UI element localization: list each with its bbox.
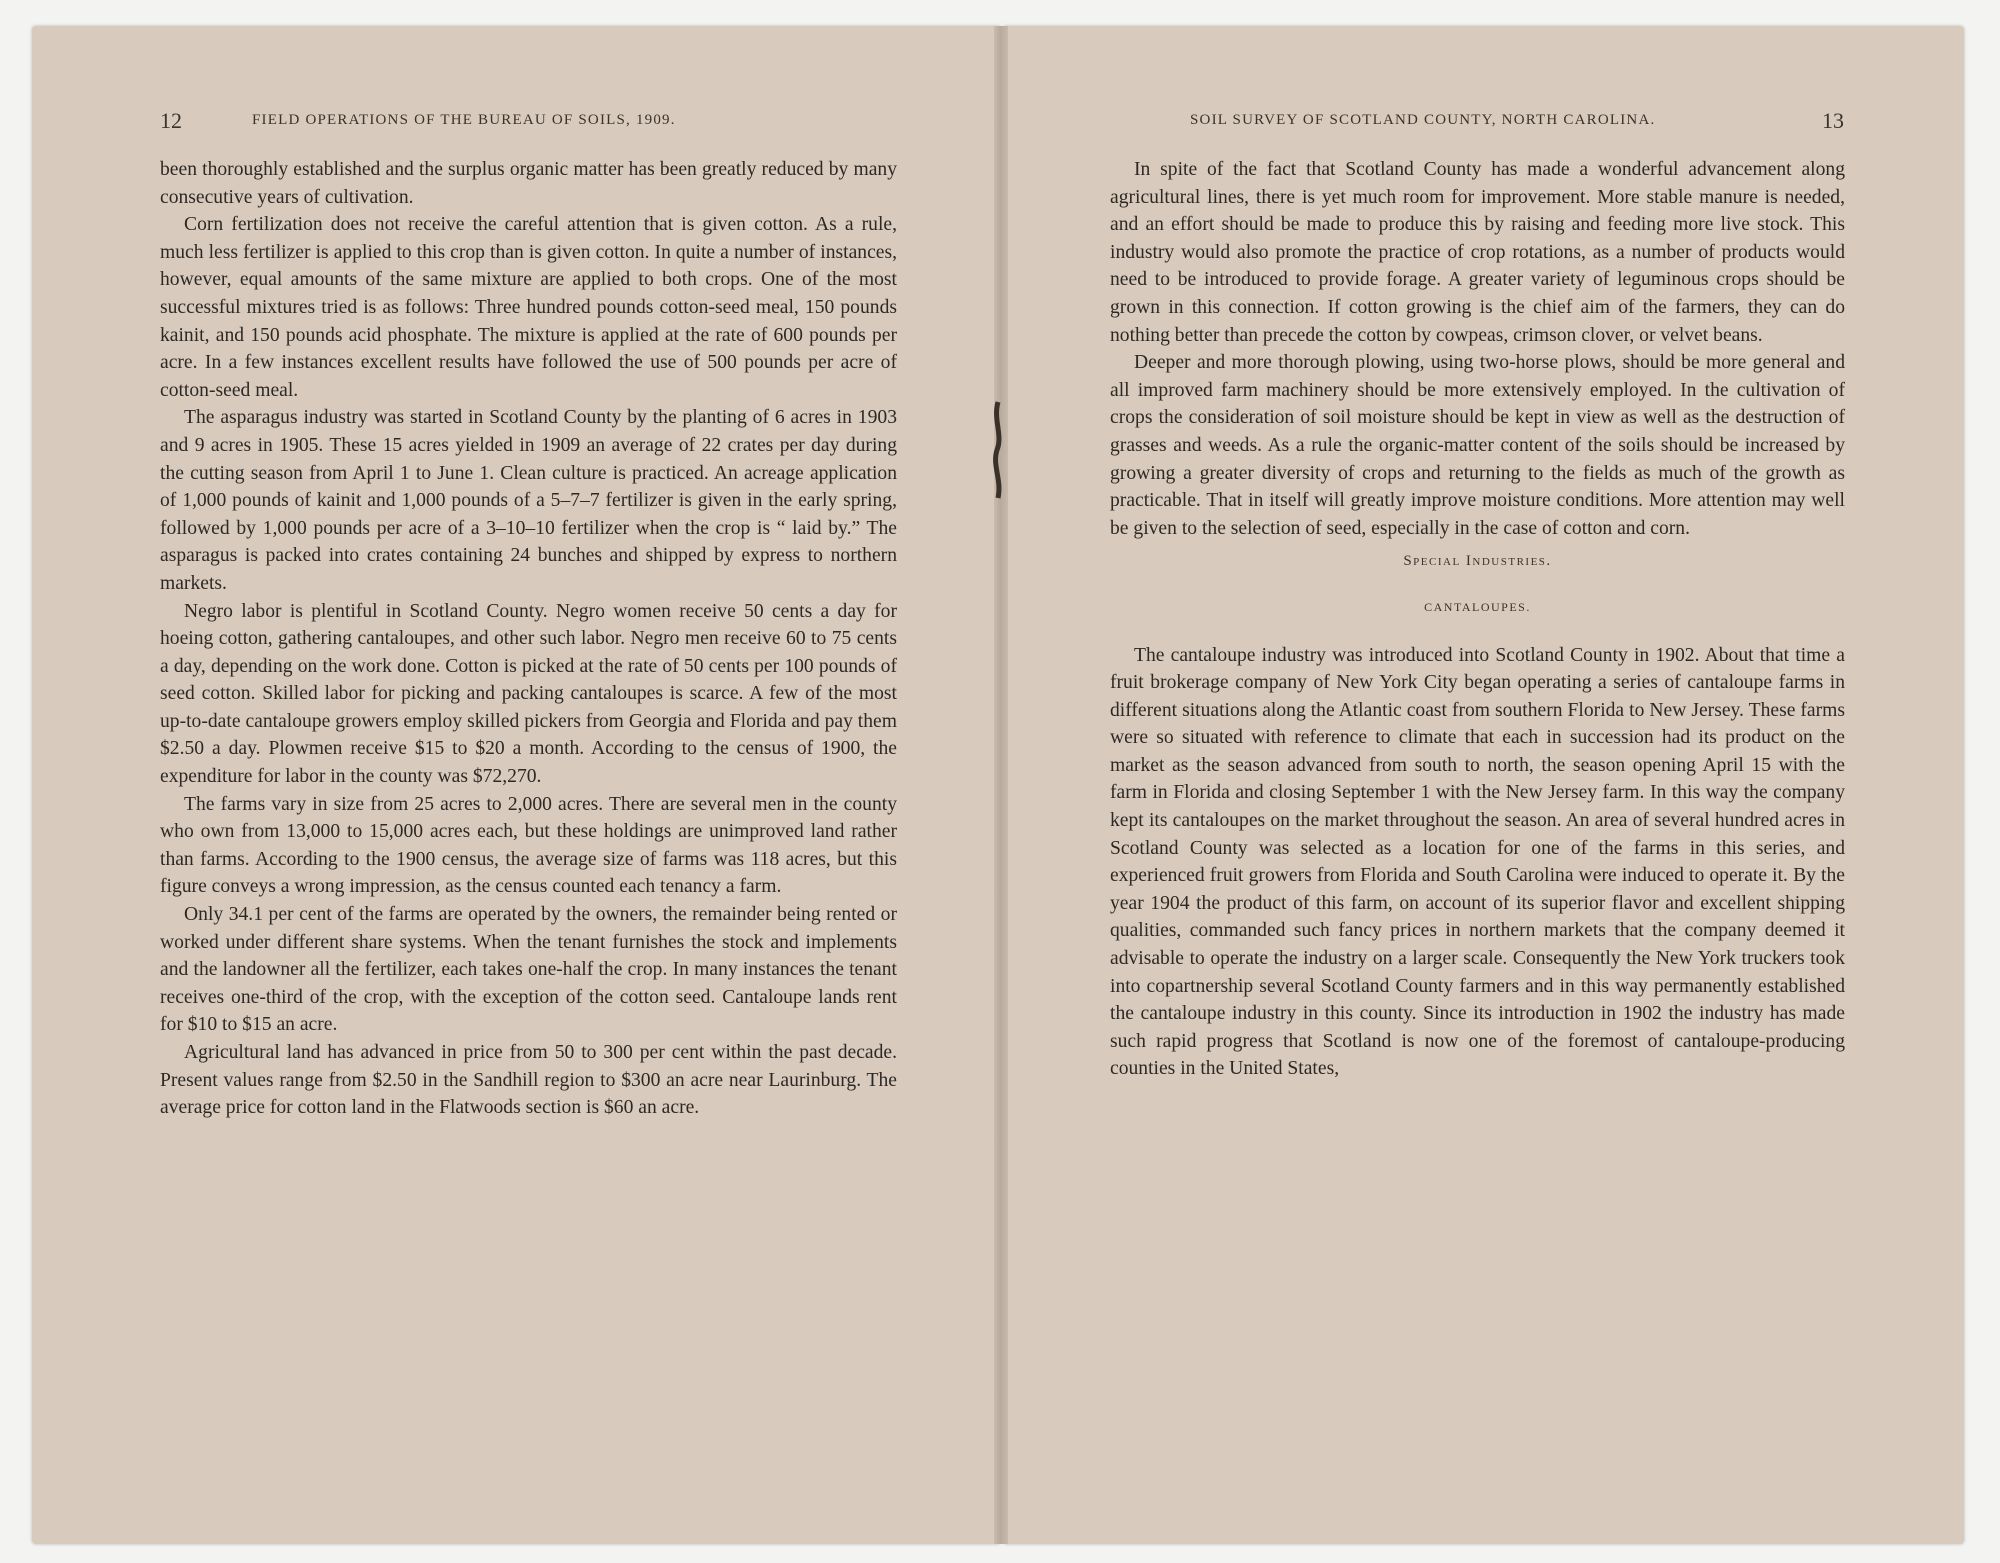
paragraph: Deeper and more thorough plowing, using two-horse plows, should be more general and all improved farm machinery should be more extensively employed. In the cultivation of crops the consideration of soil moisture should be kept in view as well as the destruction of grasses and weeds. As a rule the organic-matter content of the soils should be increased by growing a greater diversity of crops and returning to the fields as much of the growth as practicable. That in itself will greatly improve moisture conditions. More attention may well be given to the selection of seed, especially in the case of cotton and corn. (1110, 352, 1845, 539)
paragraph: In spite of the fact that Scotland County has made a wonderful advancement along agricultural lines, there is yet much room for improvement. More stable manure is needed, and an effort should be made to produce this by raising and feeding more live stock. This industry would also promote the practice of crop rotations, as a number of products would need to be introduced to provide forage. A greater variety of leguminous crops should be grown in this connection. If cotton growing is the chief aim of the farmers, they can do nothing better than precede the cotton by cowpeas, crimson clover, or velvet beans. (1110, 159, 1845, 346)
paragraph: The asparagus industry was started in Scotland County by the planting of 6 acres in 1903 and 9 acres in 1905. These 15 acres yielded in 1909 an average of 22 crates per day during the cutting season from April 1 to June 1. Clean culture is practiced. An acreage application of 1,000 pounds of kainit and 1,000 pounds of a 5–7–7 fertilizer is given in the early spring, followed by 1,000 pounds per acre of a 3–10–10 fertilizer when the crop is “ laid by.” The asparagus is packed into crates containing 24 bunches and shipped by express to northern markets. (160, 407, 897, 594)
section-heading: Special Industries. (1403, 553, 1552, 570)
paragraph: Agricultural land has advanced in price from 50 to 300 per cent within the past decade. Present values range from $2.50 in the Sandhill region to $300 an acre near Laurinburg. The average price for cotton land in the Flatwoods section is $60 an acre. (160, 1042, 897, 1119)
left-page-number: 12 (160, 108, 182, 133)
right-running-head: SOIL SURVEY OF SCOTLAND COUNTY, NORTH CAROLINA. (1190, 112, 1656, 128)
binding-thread-icon (990, 400, 1006, 500)
book-gutter (994, 26, 1008, 1544)
paragraph: Only 34.1 per cent of the farms are operated by the owners, the remainder being rented or worked under different share systems. When the tenant furnishes the stock and implements and the landowner all the fertilizer, each takes one-half the crop. In many instances the tenant receives one-third of the crop, with the exception of the cotton seed. Cantaloupe lands rent for $10 to $15 an acre. (160, 904, 897, 1036)
left-page-text (160, 156, 897, 1122)
right-page-number: 13 (1822, 108, 1844, 133)
paragraph: been thoroughly established and the surplus organic matter has been greatly reduced by many consecutive years of cultivation. (160, 159, 897, 208)
paragraph: The cantaloupe industry was introduced into Scotland County in 1902. About that time a fruit brokerage company of New York City began operating a series of cantaloupe farms in different situations along the Atlantic coast from southern Florida to New Jersey. These farms were so situated with reference to climate that each in succession had its product on the market as the season advanced from south to north, the season opening April 15 with the farm in Florida and closing September 1 with the New Jersey farm. In this way the company kept its cantaloupes on the market throughout the season. An area of several hundred acres in Scotland County was selected as a location for one of the farms in this series, and experienced fruit growers from Florida and South Carolina were induced to operate it. By the year 1904 the product of this farm, on account of its superior flavor and excellent shipping qualities, commanded such fancy prices in northern markets that the company deemed it advisable to operate the industry on a larger scale. Consequently the New York truckers took into copartnership several Scotland County farmers and in this way permanently established the cantaloupe industry in this county. Since its introduction in 1902 the industry has made such rapid progress that Scotland is now one of the foremost of cantaloupe-producing counties in the United States, (1110, 644, 1845, 1080)
paragraph: Negro labor is plentiful in Scotland County. Negro women receive 50 cents a day for hoeing cotton, gathering cantaloupes, and other such labor. Negro men receive 60 to 75 cents a day, depending on the work done. Cotton is picked at the rate of 50 cents per 100 pounds of seed cotton. Skilled labor for picking and packing cantaloupes is scarce. A few of the most up-to-date cantaloupe growers employ skilled pickers from Georgia and Florida and pay them $2.50 a day. Plowmen receive $15 to $20 a month. According to the census of 1900, the expenditure for labor in the county was $72,270. (160, 600, 897, 788)
right-page-text (1110, 156, 1845, 1083)
left-running-head: FIELD OPERATIONS OF THE BUREAU OF SOILS, 1909. (252, 112, 676, 128)
paragraph: Corn fertilization does not receive the careful attention that is given cotton. As a rule, much less fertilizer is applied to this crop than is given cotton. In quite a number of instances, however, equal amounts of the same mixture are applied to both crops. One of the most successful mixtures tried is as follows: Three hundred pounds cotton-seed meal, 150 pounds kainit, and 150 pounds acid phosphate. The mixture is applied at the rate of 600 pounds per acre. In a few instances excellent results have followed the use of 500 pounds per acre of cotton-seed meal. (160, 214, 897, 401)
subsection-heading: CANTALOUPES. (1424, 599, 1531, 614)
paragraph: The farms vary in size from 25 acres to 2,000 acres. There are several men in the county who own from 13,000 to 15,000 acres each, but these holdings are unimproved land rather than farms. According to the 1900 census, the average size of farms was 118 acres, but this figure conveys a wrong impression, as the census counted each tenancy a farm. (160, 793, 897, 898)
